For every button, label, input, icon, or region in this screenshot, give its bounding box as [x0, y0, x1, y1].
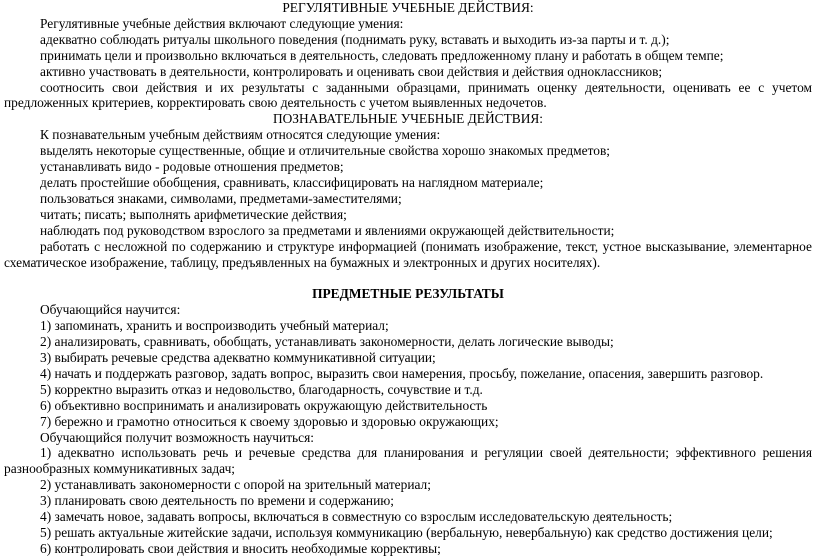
regulatory-item: принимать цели и произвольно включаться в деятельность, следовать предложенному плану и работать в общем темпе; — [40, 47, 724, 63]
regulatory-item: активно участвовать в деятельности, контролировать и оценивать свои действия и действия одноклассников; — [40, 63, 663, 79]
will-learn-item: 2) анализировать, сравнивать, обобщать, устанавливать закономерности, делать логические выводы; — [40, 334, 614, 350]
cognitive-item: наблюдать под руководством взрослого за предметами и явлениями окружающей действительности; — [40, 222, 615, 238]
will-learn-item: 7) бережно и грамотно относиться к своему здоровью и здоровью окружающих; — [40, 413, 499, 429]
regulatory-heading: РЕГУЛЯТИВНЫЕ УЧЕБНЫЕ ДЕЙСТВИЯ: — [282, 0, 534, 15]
cognitive-item: выделять некоторые существенные, общие и отличительные свойства хорошо знакомых предметов; — [40, 143, 610, 159]
cognitive-item: читать; писать; выполнять арифметические действия; — [40, 206, 347, 222]
may-learn-intro: Обучающийся получит возможность научиться: — [40, 429, 314, 445]
cognitive-item: пользоваться знаками, символами, предметами-заместителями; — [40, 190, 402, 206]
cognitive-heading: ПОЗНАВАТЕЛЬНЫЕ УЧЕБНЫЕ ДЕЙСТВИЯ: — [272, 111, 544, 127]
cognitive-item: работать с несложной по содержанию и структуре информацией (понимать изображение, текст, устное высказывание, элементарное схематическое изображение, таблицу, предъявленных на бумажных и электронных и других носителях). — [4, 238, 812, 270]
will-learn-item: 6) объективно воспринимать и анализировать окружающую действительность — [40, 397, 488, 413]
will-learn-intro: Обучающийся научится: — [40, 302, 181, 318]
cognitive-item: устанавливать видо - родовые отношения предметов; — [40, 159, 344, 175]
regulatory-intro: Регулятивные учебные действия включают следующие умения: — [40, 15, 404, 31]
will-learn-item: 4) начать и поддержать разговор, задать вопрос, выразить свои намерения, просьбу, пожелание, опасения, завершить разговор. — [40, 365, 764, 381]
may-learn-item: 3) планировать свою деятельность по времени и содержанию; — [40, 493, 394, 509]
may-learn-item: 4) замечать новое, задавать вопросы, включаться в совместную со взрослым исследовательскую деятельность; — [40, 509, 673, 525]
may-learn-item: 2) устанавливать закономерности с опорой на зрительный материал; — [40, 477, 431, 493]
cognitive-intro: К познавательным учебным действиям относятся следующие умения: — [40, 127, 441, 143]
will-learn-item: 1) запоминать, хранить и воспроизводить учебный материал; — [40, 318, 389, 334]
section-gap — [4, 270, 812, 286]
may-learn-item: 1) адекватно использовать речь и речевые средства для планирования и регуляции своей деятельности; эффективного решения разнообразных коммуникативных задач; — [4, 445, 812, 477]
cognitive-item: делать простейшие обобщения, сравнивать, классифицировать на наглядном материале; — [40, 174, 544, 190]
will-learn-item: 5) корректно выразить отказ и недовольство, благодарность, сочувствие и т.д. — [40, 381, 483, 397]
may-learn-item: 6) контролировать свои действия и вносить необходимые коррективы; — [40, 540, 441, 556]
regulatory-item: адекватно соблюдать ритуалы школьного поведения (поднимать руку, вставать и выходить из-за парты и т. д.); — [40, 31, 670, 47]
may-learn-item: 5) решать актуальные житейские задачи, используя коммуникацию (вербальную, невербальную) как средство достижения цели; — [40, 525, 773, 540]
subject-results-heading: ПРЕДМЕТНЫЕ РЕЗУЛЬТАТЫ — [312, 286, 504, 302]
will-learn-item: 3) выбирать речевые средства адекватно коммуникативной ситуации; — [40, 350, 436, 366]
regulatory-item: соотносить свои действия и их результаты с заданными образцами, принимать оценку деятельности, оценивать ее с учетом предложенных критериев, корректировать свою деятельность с учетом выявленных недочетов. — [4, 79, 812, 111]
